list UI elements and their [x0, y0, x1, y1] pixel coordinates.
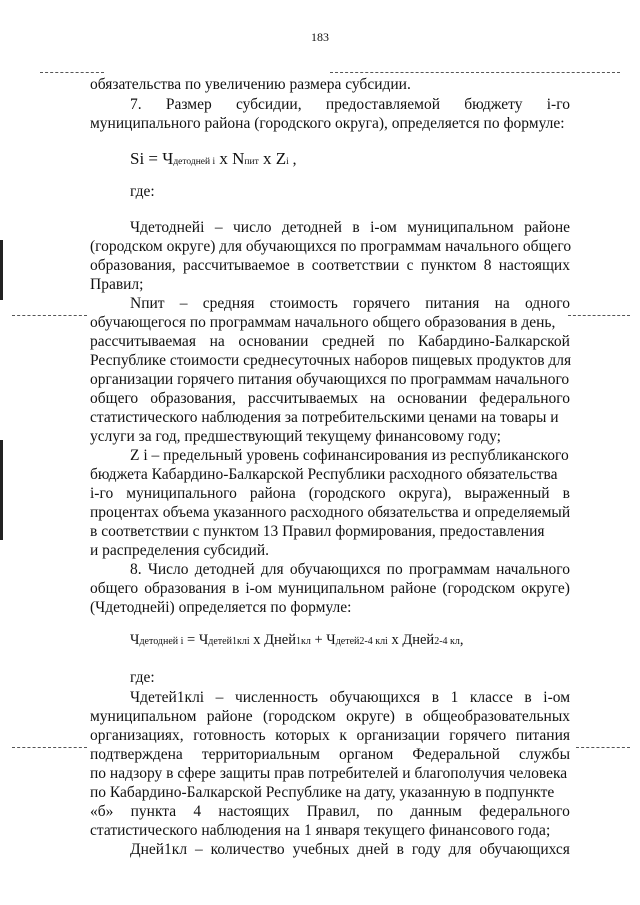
paragraph-8-line: 8. Число детодней для обучающихся по программам начального: [130, 561, 570, 578]
definition-line: Z i – предельный уровень софинансирования из республиканского: [130, 447, 569, 464]
text-line: статистического наблюдения за потребительскими ценами на товары и: [90, 409, 559, 426]
definition-line: Nпит – средняя стоимость горячего питания на одного: [130, 295, 570, 312]
scan-edge-mark: [0, 240, 3, 300]
formula-subsidy: Si = Чдетодней i x Nпит x Zi ,: [130, 149, 297, 168]
text-line: организации горячего питания обучающихся по программам начального: [90, 371, 570, 388]
definition-line: Чдетоднейi – число детодней в i-ом муниципальном районе: [130, 219, 570, 236]
text-line: «б» пункта 4 настоящих Правил, по данным федерального: [90, 803, 570, 820]
text-line: общего образования в i-ом муниципальном районе (городском округе): [90, 580, 570, 597]
text-line: процентах объема указанного расходного обязательства и определяемый: [90, 504, 571, 521]
paragraph-7-line: 7. Размер субсидии, предоставляемой бюджету i-го: [130, 96, 570, 113]
text-line: i-го муниципального района (городского округа), выраженный в: [90, 485, 570, 502]
text-line: (Чдетоднейi) определяется по формуле:: [90, 599, 352, 616]
text-line: подтверждена территориальным органом Федеральной службы: [90, 746, 570, 763]
scan-artifact-line: [12, 315, 87, 316]
page-number: 183: [311, 30, 329, 44]
text-line: организациях, готовность которых к организации горячего питания: [90, 727, 570, 744]
definition-line: Чдетей1клi – численность обучающихся в 1 классе в i-ом: [130, 689, 570, 706]
where-label: где:: [130, 183, 155, 200]
text-line: обучающегося по программам начального общего образования в день,: [90, 314, 556, 331]
text-line: и распределения субсидий.: [90, 542, 270, 559]
text-line: муниципального района (городского округа), определяется по формуле:: [90, 115, 565, 132]
text-line: (городском округе) для обучающихся по программам начального общего: [90, 238, 572, 255]
text-line: рассчитываемая на основании средней по Кабардино-Балкарской: [90, 333, 570, 350]
text-line: Правил;: [90, 276, 144, 293]
text-line: статистического наблюдения на 1 января текущего финансового года;: [90, 822, 551, 839]
text-line: общего образования, рассчитываемых на основании федерального: [90, 390, 570, 407]
scan-artifact-line: [40, 72, 104, 73]
text-line: услуги за год, предшествующий текущему финансовому году;: [90, 428, 501, 445]
where-label: где:: [130, 669, 155, 686]
text-line: по Кабардино-Балкарской Республике на дату, указанную в подпункте: [90, 784, 555, 801]
text-line: образования, рассчитываемое в соответствии с пунктом 8 настоящих: [90, 257, 570, 274]
text-line: бюджета Кабардино-Балкарской Республики расходного обязательства: [90, 466, 558, 483]
formula-child-days: Чдетодней i = Чдетей1клi x Дней1кл + Чдетей2-4 клi x Дней2-4 кл,: [130, 632, 464, 648]
scan-artifact-line: [568, 315, 630, 316]
scan-artifact-line: [576, 747, 630, 748]
text-line: по надзору в сфере защиты прав потребителей и благополучия человека: [90, 765, 568, 782]
scan-artifact-line: [12, 747, 87, 748]
text-line: муниципальном районе (городском округе) в общеобразовательных: [90, 708, 570, 725]
definition-line: Дней1кл – количество учебных дней в году для обучающихся: [130, 841, 570, 858]
scan-edge-mark: [0, 440, 3, 540]
text-line: в соответствии с пунктом 13 Правил формирования, предоставления: [90, 523, 545, 540]
text-line: обязательства по увеличению размера субсидии.: [90, 76, 411, 93]
text-line: Республике стоимости среднесуточных наборов пищевых продуктов для: [90, 352, 572, 369]
scan-artifact-line: [330, 72, 620, 73]
